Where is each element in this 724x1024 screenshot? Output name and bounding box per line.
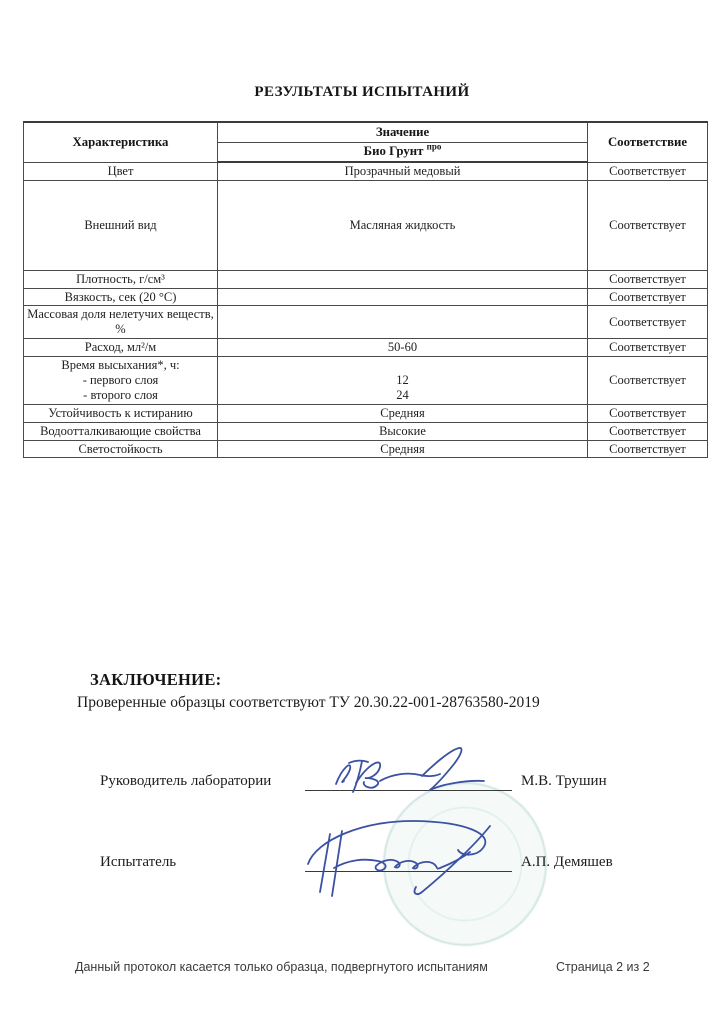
table-row-color bbox=[24, 162, 708, 180]
row-value: Средняя bbox=[218, 405, 588, 423]
row-conformity: Соответствует bbox=[588, 422, 708, 440]
row-label: Вязкость, сек (20 °С) bbox=[24, 288, 218, 306]
row-conformity: Соответствует bbox=[588, 180, 708, 270]
product-name: Био Грунт bbox=[363, 144, 424, 159]
signature-role: Руководитель лаборатории bbox=[100, 773, 272, 789]
row-conformity: Соответствует bbox=[588, 339, 708, 357]
conclusion-text: Проверенные образцы соответствуют ТУ 20.30.22-001-28763580-2019 bbox=[77, 694, 540, 711]
signature-row-lab-head bbox=[0, 773, 724, 813]
signer-name: А.П. Демяшев bbox=[521, 854, 613, 870]
table-row-consumption bbox=[24, 339, 708, 357]
table-row-water-repellent bbox=[24, 422, 708, 440]
row-conformity: Соответствует bbox=[588, 162, 708, 180]
row-value: 50-60 bbox=[218, 339, 588, 357]
footer-page-number: Страница 2 из 2 bbox=[556, 960, 650, 974]
row-conformity: Соответствует bbox=[588, 440, 708, 458]
row-value bbox=[218, 288, 588, 306]
header-value-group: Значение bbox=[218, 122, 588, 142]
row-label: Расход, мл²/м bbox=[24, 339, 218, 357]
row-conformity: Соответствует bbox=[588, 357, 708, 405]
row-label: Устойчивость к истиранию bbox=[24, 405, 218, 423]
page-title: РЕЗУЛЬТАТЫ ИСПЫТАНИЙ bbox=[254, 84, 470, 100]
row-label: Внешний вид bbox=[24, 180, 218, 270]
table-row-viscosity bbox=[24, 288, 708, 306]
row-value: Прозрачный медовый bbox=[218, 162, 588, 180]
table-row-density bbox=[24, 270, 708, 288]
row-label: Плотность, г/см³ bbox=[24, 270, 218, 288]
table-row-nonvolatile bbox=[24, 306, 708, 339]
results-table bbox=[23, 121, 708, 458]
signature-line bbox=[305, 871, 512, 872]
table-header-row bbox=[24, 122, 708, 142]
row-value: Средняя bbox=[218, 440, 588, 458]
row-conformity: Соответствует bbox=[588, 270, 708, 288]
footer-note: Данный протокол касается только образца, подвергнутого испытаниям bbox=[75, 960, 488, 974]
row-label: Массовая доля нелетучих веществ, % bbox=[24, 306, 218, 339]
row-conformity: Соответствует bbox=[588, 306, 708, 339]
signature-row-tester bbox=[0, 854, 724, 894]
row-value bbox=[218, 306, 588, 339]
table-row-appearance bbox=[24, 180, 708, 270]
header-product bbox=[218, 142, 588, 162]
row-conformity: Соответствует bbox=[588, 288, 708, 306]
signature-line bbox=[305, 790, 512, 791]
row-value: Высокие bbox=[218, 422, 588, 440]
row-label: Светостойкость bbox=[24, 440, 218, 458]
table-row-abrasion bbox=[24, 405, 708, 423]
row-value: Масляная жидкость bbox=[218, 180, 588, 270]
header-characteristic: Характеристика bbox=[24, 122, 218, 162]
row-label: Водоотталкивающие свойства bbox=[24, 422, 218, 440]
row-conformity: Соответствует bbox=[588, 405, 708, 423]
table-row-lightfastness bbox=[24, 440, 708, 458]
conclusion-heading: ЗАКЛЮЧЕНИЕ: bbox=[90, 670, 222, 689]
row-label: Время высыхания*, ч: - первого слоя - второго слоя bbox=[24, 357, 218, 405]
product-superscript: про bbox=[426, 141, 442, 152]
signer-name: М.В. Трушин bbox=[521, 773, 607, 789]
header-conformity: Соответствие bbox=[588, 122, 708, 162]
table-row-drying-time bbox=[24, 357, 708, 405]
row-value: 12 24 bbox=[218, 357, 588, 405]
signature-role: Испытатель bbox=[100, 854, 177, 870]
row-value bbox=[218, 270, 588, 288]
row-label: Цвет bbox=[24, 162, 218, 180]
